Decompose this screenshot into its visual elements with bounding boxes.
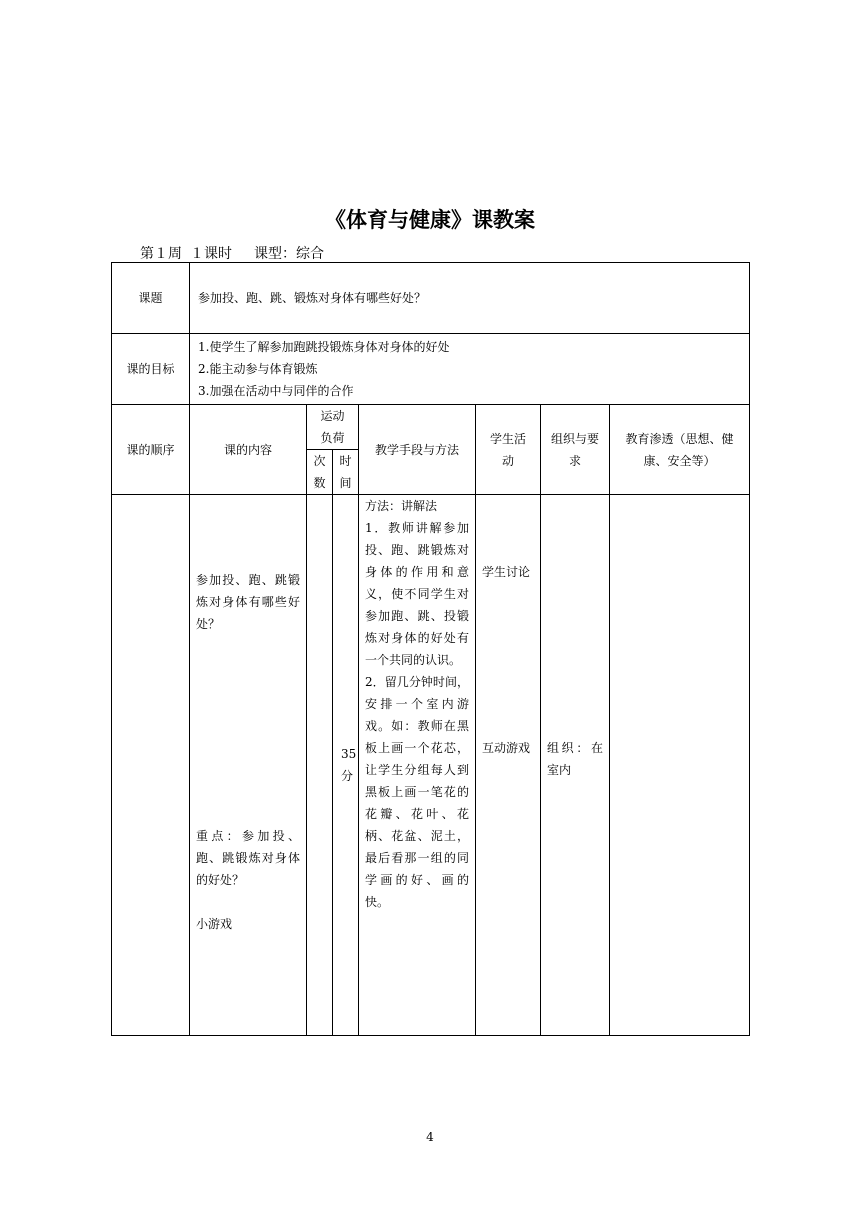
method-intro: 方法：讲解法 [365,499,438,513]
header-time: 时间 [333,450,359,495]
goal-item: 3.加强在活动中与同伴的合作 [198,384,354,398]
method-step-2: 2．留几分钟时间，安排一个室内游戏。如：教师在黑板上画一个花芯，让学生分组每人到黑板上画一笔花的花瓣、花叶、花柄、花盆、泥土，最后看那一组的同学画的好、画的快。 [365,675,469,909]
content-item: 参加投、跑、跳锻炼对身体有哪些好处？ [196,573,300,631]
content-cell [190,495,307,1036]
header-content: 课的内容 [190,405,307,495]
order-cell [112,495,190,1036]
topic-value: 参加投、跑、跳、锻炼对身体有哪些好处？ [190,263,750,334]
header-row-1 [112,405,750,450]
week-label: 第１周 [140,246,182,262]
goal-item: 2.能主动参与体育锻炼 [198,362,318,376]
content-game: 小游戏 [196,917,233,931]
page-number: 4 [426,1130,434,1144]
header-method: 教学手段与方法 [359,405,476,495]
count-cell [307,495,333,1036]
header-edu: 教育渗透（思想、健康、安全等） [610,405,750,495]
org-value: 组织：在室内 [547,741,603,777]
header-student: 学生活动 [476,405,541,495]
goal-item: 1.使学生了解参加跑跳投锻炼身体对身体的好处 [198,340,450,354]
lesson-meta [140,243,332,263]
method-cell [359,495,476,1036]
topic-label: 课题 [112,263,190,334]
header-count: 次数 [307,450,333,495]
lesson-type: 课型：综合 [254,246,324,262]
goal-list [190,334,750,405]
time-cell: 35分 [333,495,359,1036]
goal-row [112,334,750,405]
topic-row [112,263,750,334]
student-cell [476,495,541,1036]
student-activity-2: 互动游戏 [482,741,531,755]
header-org: 组织与要求 [541,405,610,495]
content-focus: 重点：参加投、跑、跳锻炼对身体的好处？ [196,829,300,887]
header-load: 运动负荷 [307,405,359,450]
edu-cell [610,495,750,1036]
period-label: １课时 [190,246,232,262]
body-row [112,495,750,1036]
method-step-1: 1．教师讲解参加投、跑、跳锻炼对身体的作用和意义，使不同学生对参加跑、跳、投锻炼对身体的好处有一个共同的认识。 [365,521,469,667]
goal-label: 课的目标 [112,334,190,405]
org-cell [541,495,610,1036]
header-order: 课的顺序 [112,405,190,495]
student-activity-1: 学生讨论 [482,565,531,579]
lesson-plan-table [111,262,750,1036]
document-title: 《体育与健康》课教案 [325,208,535,232]
